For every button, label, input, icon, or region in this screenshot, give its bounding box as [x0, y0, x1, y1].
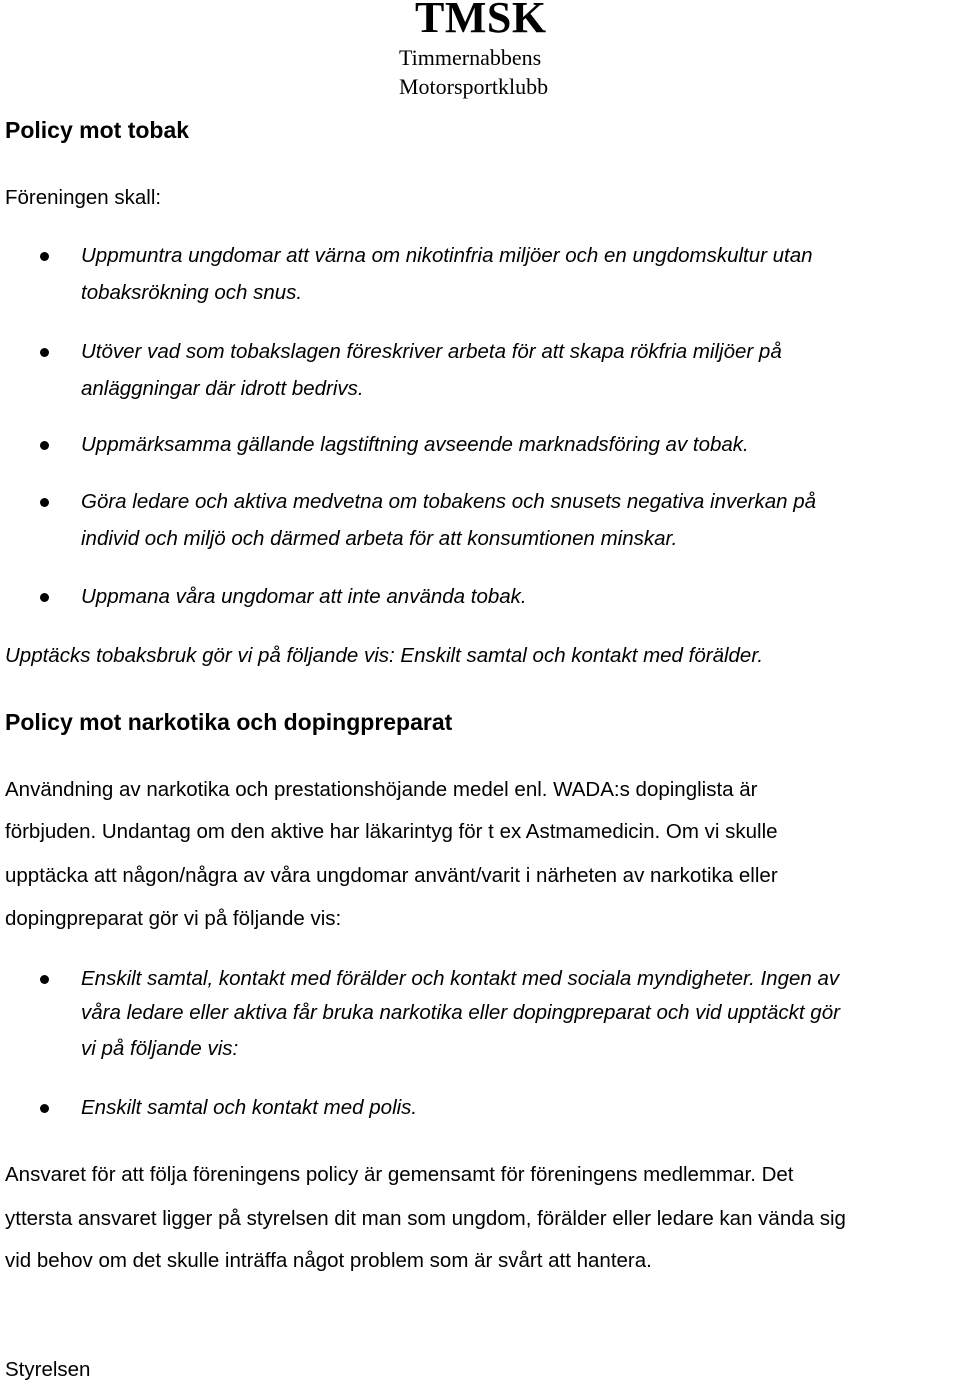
club-name-line-2: Motorsportklubb	[399, 74, 549, 99]
bullet-icon	[40, 252, 49, 261]
narcotics-paragraph-line: förbjuden. Undantag om den aktive har läkarintyg för t ex Astmamedicin. Om vi skulle	[5, 820, 778, 843]
tobacco-policy-heading: Policy mot tobak	[5, 117, 190, 143]
list-item-text-line: våra ledare eller aktiva får bruka narkotika eller dopingpreparat och vid upptäckt gör	[81, 1001, 840, 1024]
bullet-icon	[40, 975, 49, 984]
list-item-text-line: vi på följande vis:	[81, 1037, 239, 1060]
tobacco-detection-text: Upptäcks tobaksbruk gör vi på följande vis: Enskilt samtal och kontakt med förälder.	[5, 644, 764, 667]
list-item-text-line: Utöver vad som tobakslagen föreskriver arbeta för att skapa rökfria miljöer på	[81, 340, 782, 363]
signature: Styrelsen	[5, 1358, 91, 1381]
responsibility-paragraph-line: yttersta ansvaret ligger på styrelsen dit man som ungdom, förälder eller ledare kan vända sig	[5, 1207, 846, 1230]
narcotics-policy-heading: Policy mot narkotika och dopingpreparat	[5, 709, 453, 735]
responsibility-paragraph-line: vid behov om det skulle inträffa något problem som är svårt att hantera.	[5, 1249, 652, 1272]
narcotics-paragraph-line: Användning av narkotika och prestationshöjande medel enl. WADA:s dopinglista är	[5, 778, 758, 801]
list-item-text-line: individ och miljö och därmed arbeta för att konsumtionen minskar.	[81, 527, 678, 550]
club-name-line-1: Timmernabbens	[399, 45, 542, 70]
tobacco-intro: Föreningen skall:	[5, 186, 162, 209]
narcotics-paragraph-line: upptäcka att någon/några av våra ungdomar använt/varit i närheten av narkotika eller	[5, 864, 778, 887]
bullet-icon	[40, 348, 49, 357]
list-item-text-line: Uppmärksamma gällande lagstiftning avseende marknadsföring av tobak.	[81, 433, 749, 456]
bullet-icon	[40, 441, 49, 450]
responsibility-paragraph-line: Ansvaret för att följa föreningens policy är gemensamt för föreningens medlemmar. Det	[5, 1163, 794, 1186]
list-item-text-line: Göra ledare och aktiva medvetna om tobakens och snusets negativa inverkan på	[81, 490, 817, 513]
list-item-text-line: Uppmana våra ungdomar att inte använda tobak.	[81, 585, 527, 608]
list-item-text-line: Enskilt samtal och kontakt med polis.	[81, 1096, 418, 1119]
list-item-text-line: Enskilt samtal, kontakt med förälder och kontakt med sociala myndigheter. Ingen av	[81, 967, 840, 990]
narcotics-paragraph-line: dopingpreparat gör vi på följande vis:	[5, 907, 342, 930]
list-item-text-line: Uppmuntra ungdomar att värna om nikotinfria miljöer och en ungdomskultur utan	[81, 244, 813, 267]
bullet-icon	[40, 498, 49, 507]
bullet-icon	[40, 593, 49, 602]
list-item-text-line: tobaksrökning och snus.	[81, 281, 303, 304]
club-abbreviation: TMSK	[415, 0, 547, 42]
bullet-icon	[40, 1104, 49, 1113]
list-item-text-line: anläggningar där idrott bedrivs.	[81, 377, 364, 400]
